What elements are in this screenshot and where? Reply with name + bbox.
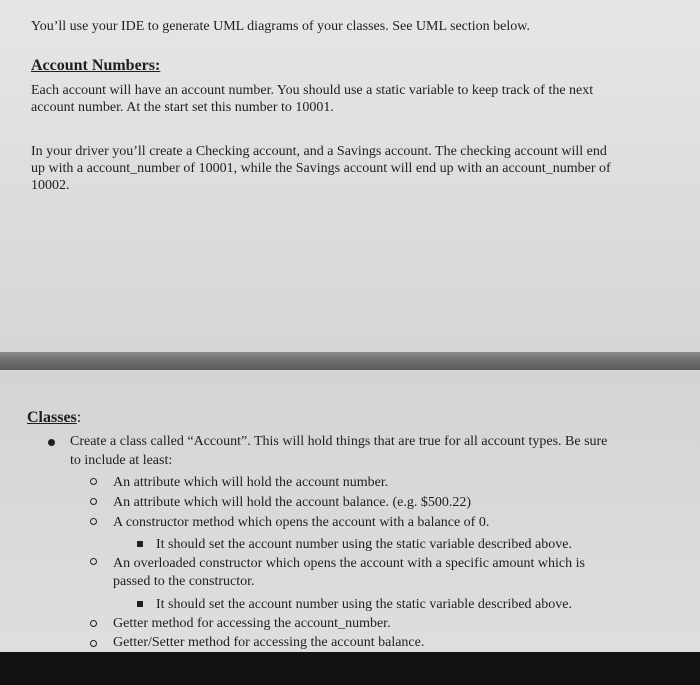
classes-item4-line2: passed to the constructor. xyxy=(113,574,255,589)
circle-bullet-icon xyxy=(90,558,97,565)
classes-item3-sub: It should set the account number using the static variable described above. xyxy=(156,537,572,552)
account-numbers-heading: Account Numbers: xyxy=(31,57,161,74)
classes-item1: An attribute which will hold the account number. xyxy=(113,475,389,490)
account-numbers-p1-line2: account number. At the start set this number to 10001. xyxy=(31,100,334,115)
classes-heading-wrap xyxy=(27,409,81,427)
classes-item4-sub: It should set the account number using the static variable described above. xyxy=(156,597,572,612)
classes-heading-colon: : xyxy=(76,409,82,426)
classes-item2: An attribute which will hold the account balance. (e.g. $500.22) xyxy=(113,495,472,510)
circle-bullet-icon xyxy=(90,518,97,525)
classes-heading: Classes xyxy=(27,409,77,426)
classes-item4-line1: An overloaded constructor which opens the account with a specific amount which is xyxy=(113,556,585,571)
classes-item3: A constructor method which opens the account with a balance of 0. xyxy=(113,515,490,530)
circle-bullet-icon xyxy=(90,640,97,647)
circle-bullet-icon xyxy=(90,620,97,627)
account-numbers-p2-line2: up with a account_number of 10001, while the Savings account will end up with an account_number of xyxy=(31,161,611,176)
account-numbers-p1-line1: Each account will have an account number. You should use a static variable to keep track of the next xyxy=(31,83,594,98)
classes-main-line2: to include at least: xyxy=(70,453,173,468)
circle-bullet-icon xyxy=(90,498,97,505)
classes-item6: Getter/Setter method for accessing the account balance. xyxy=(113,635,425,650)
intro-text: You’ll use your IDE to generate UML diagrams of your classes. See UML section below. xyxy=(31,19,530,34)
square-bullet-icon xyxy=(137,541,143,547)
bottom-dark-bar xyxy=(0,652,700,685)
account-numbers-p2-line1: In your driver you’ll create a Checking account, and a Savings account. The checking account will end xyxy=(31,144,607,159)
account-numbers-p2-line3: 10002. xyxy=(31,178,70,193)
square-bullet-icon xyxy=(137,601,143,607)
classes-main-line1: Create a class called “Account”. This will hold things that are true for all account types. Be sure xyxy=(70,434,608,449)
disc-bullet-icon xyxy=(48,439,55,446)
classes-item5: Getter method for accessing the account_number. xyxy=(113,616,391,631)
page-divider xyxy=(0,352,700,370)
circle-bullet-icon xyxy=(90,478,97,485)
